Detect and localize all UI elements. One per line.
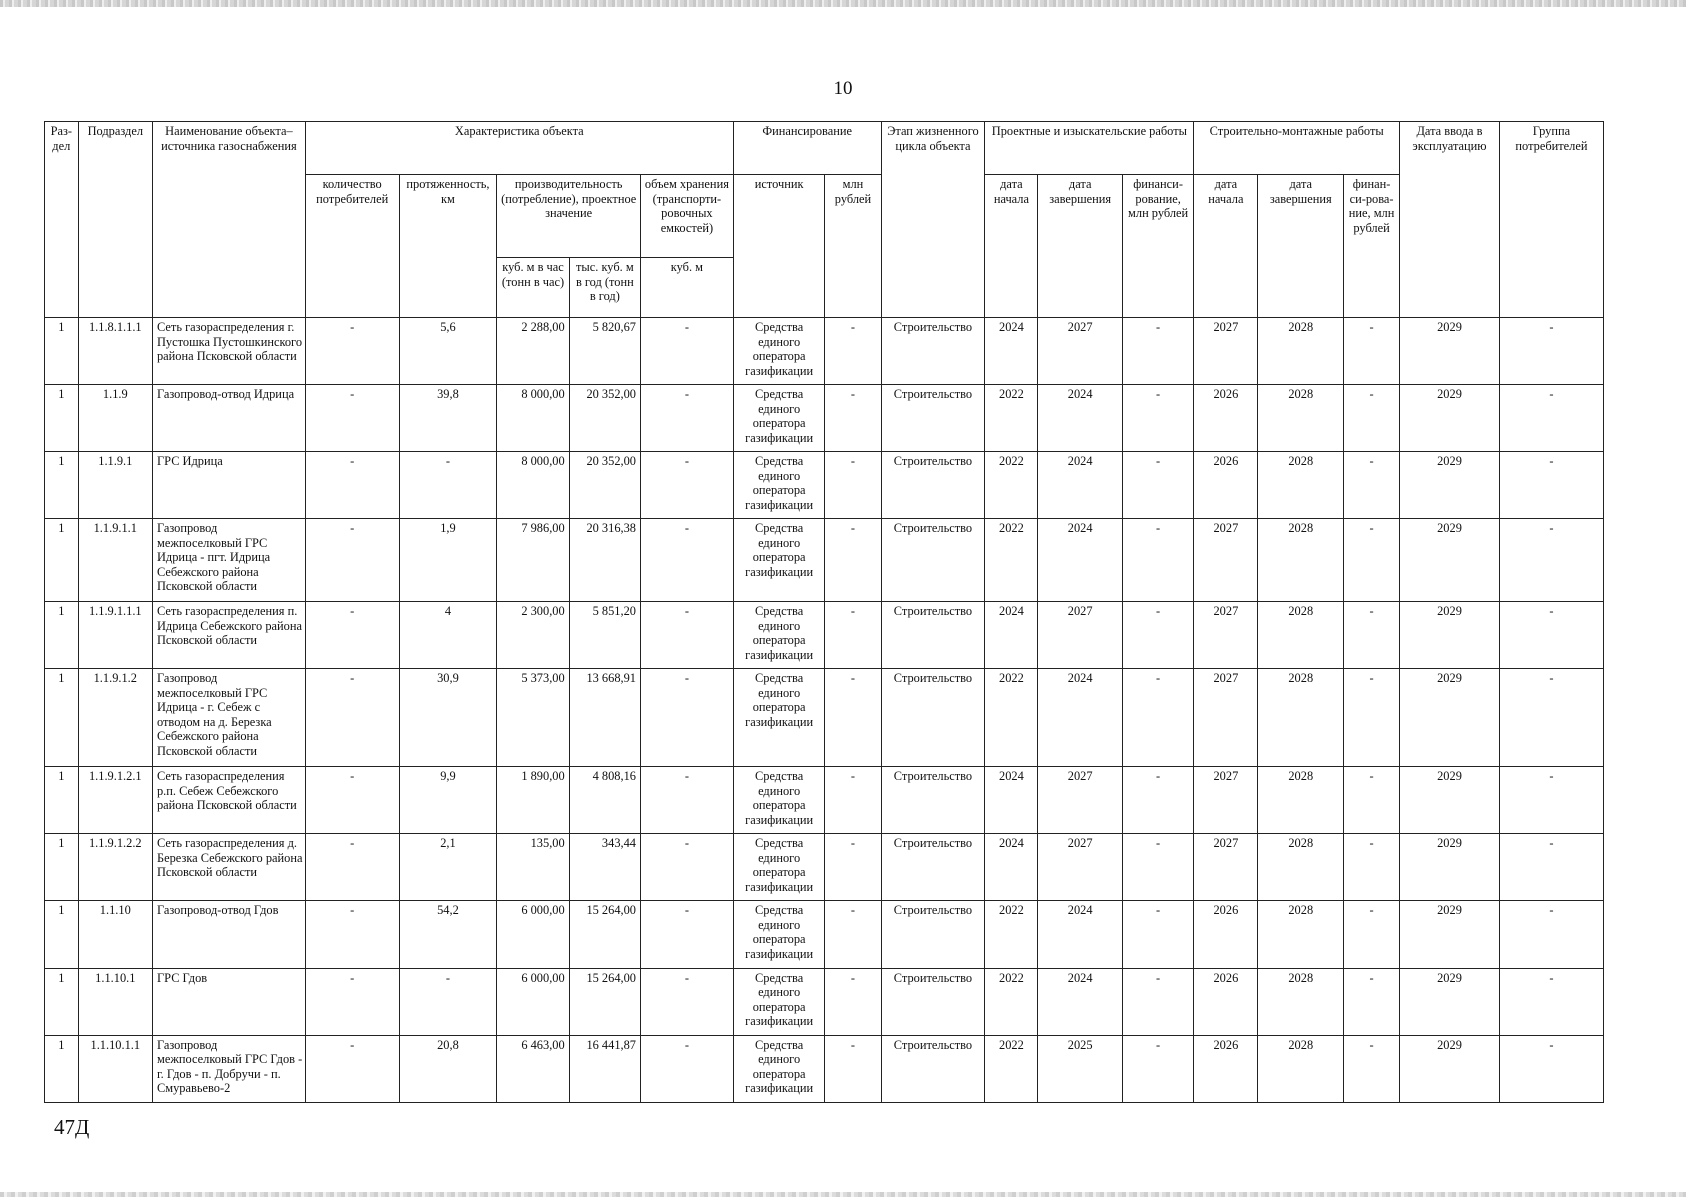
cell-length: 39,8 [399, 385, 497, 452]
page-number: 10 [833, 78, 853, 99]
header-consumers: количество потребителей [305, 175, 399, 318]
cell-storage: - [641, 385, 734, 452]
cell-object-name: Газопровод-отвод Идрица [152, 385, 305, 452]
cell-financing: - [825, 318, 881, 385]
cell-design-end: 2027 [1038, 834, 1123, 901]
cell-financing: - [825, 602, 881, 669]
cell-capacity-year: 16 441,87 [569, 1035, 640, 1102]
cell-podrazdel: 1.1.9.1.1.1 [78, 602, 152, 669]
header-length: протяженность, км [399, 175, 497, 318]
cell-commission-date: 2029 [1400, 901, 1500, 968]
table-row [45, 452, 1604, 519]
cell-object-name: Сеть газораспределения г. Пустошка Пустошкинского района Псковской области [152, 318, 305, 385]
cell-commission-date: 2029 [1400, 519, 1500, 602]
cell-design-start: 2024 [985, 767, 1038, 834]
cell-construction-start: 2027 [1194, 602, 1258, 669]
cell-design-end: 2024 [1038, 519, 1123, 602]
cell-construction-end: 2028 [1258, 1035, 1344, 1102]
cell-construction-financing: - [1344, 385, 1400, 452]
cell-construction-start: 2026 [1194, 385, 1258, 452]
cell-consumer-group: - [1499, 834, 1603, 901]
cell-consumers: - [305, 519, 399, 602]
cell-design-financing: - [1122, 834, 1193, 901]
header-construction-works: Строительно-монтажные работы [1194, 122, 1400, 175]
cell-consumer-group: - [1499, 318, 1603, 385]
cell-source: Средства единого оператора газификации [733, 452, 825, 519]
header-characteristic: Характеристика объекта [305, 122, 733, 175]
cell-design-financing: - [1122, 318, 1193, 385]
cell-consumers: - [305, 602, 399, 669]
cell-source: Средства единого оператора газификации [733, 968, 825, 1035]
cell-design-start: 2022 [985, 1035, 1038, 1102]
table-row [45, 318, 1604, 385]
cell-length: 1,9 [399, 519, 497, 602]
cell-construction-start: 2027 [1194, 318, 1258, 385]
cell-storage: - [641, 669, 734, 767]
cell-design-end: 2024 [1038, 901, 1123, 968]
cell-design-start: 2022 [985, 901, 1038, 968]
cell-length: 2,1 [399, 834, 497, 901]
cell-construction-end: 2028 [1258, 385, 1344, 452]
cell-financing: - [825, 385, 881, 452]
cell-construction-end: 2028 [1258, 318, 1344, 385]
cell-stage: Строительство [881, 385, 985, 452]
cell-stage: Строительство [881, 767, 985, 834]
cell-consumer-group: - [1499, 669, 1603, 767]
cell-capacity-hour: 6 463,00 [497, 1035, 569, 1102]
gas-objects-table [44, 121, 1604, 1103]
cell-source: Средства единого оператора газификации [733, 1035, 825, 1102]
header-design-end: дата завершения [1038, 175, 1123, 318]
table-row [45, 834, 1604, 901]
cell-podrazdel: 1.1.10.1.1 [78, 1035, 152, 1102]
cell-capacity-hour: 6 000,00 [497, 968, 569, 1035]
cell-construction-end: 2028 [1258, 834, 1344, 901]
cell-razdel: 1 [45, 669, 79, 767]
cell-consumer-group: - [1499, 901, 1603, 968]
cell-construction-financing: - [1344, 834, 1400, 901]
cell-design-end: 2024 [1038, 385, 1123, 452]
cell-storage: - [641, 968, 734, 1035]
cell-razdel: 1 [45, 385, 79, 452]
header-capacity-year: тыс. куб. м в год (тонн в год) [569, 258, 640, 318]
cell-source: Средства единого оператора газификации [733, 602, 825, 669]
cell-consumer-group: - [1499, 602, 1603, 669]
cell-construction-financing: - [1344, 602, 1400, 669]
cell-construction-end: 2028 [1258, 901, 1344, 968]
cell-length: 30,9 [399, 669, 497, 767]
cell-storage: - [641, 452, 734, 519]
cell-object-name: ГРС Гдов [152, 968, 305, 1035]
cell-design-financing: - [1122, 968, 1193, 1035]
cell-financing: - [825, 767, 881, 834]
cell-design-financing: - [1122, 901, 1193, 968]
table-row [45, 901, 1604, 968]
cell-design-financing: - [1122, 1035, 1193, 1102]
table-row [45, 767, 1604, 834]
cell-capacity-year: 20 352,00 [569, 452, 640, 519]
cell-source: Средства единого оператора газификации [733, 901, 825, 968]
cell-design-financing: - [1122, 519, 1193, 602]
cell-capacity-hour: 6 000,00 [497, 901, 569, 968]
cell-object-name: Сеть газораспределения д. Березка Себежского района Псковской области [152, 834, 305, 901]
cell-capacity-year: 5 851,20 [569, 602, 640, 669]
table-row [45, 519, 1604, 602]
cell-design-start: 2022 [985, 968, 1038, 1035]
cell-design-end: 2027 [1038, 602, 1123, 669]
cell-podrazdel: 1.1.9.1.2 [78, 669, 152, 767]
cell-source: Средства единого оператора газификации [733, 519, 825, 602]
cell-construction-financing: - [1344, 519, 1400, 602]
header-commission-date: Дата ввода в эксплуатацию [1400, 122, 1500, 318]
cell-construction-end: 2028 [1258, 452, 1344, 519]
header-object-name: Наименование объекта–источника газоснабжения [152, 122, 305, 318]
cell-commission-date: 2029 [1400, 834, 1500, 901]
cell-razdel: 1 [45, 602, 79, 669]
cell-source: Средства единого оператора газификации [733, 385, 825, 452]
cell-capacity-hour: 7 986,00 [497, 519, 569, 602]
cell-consumers: - [305, 767, 399, 834]
cell-podrazdel: 1.1.9.1 [78, 452, 152, 519]
cell-design-end: 2027 [1038, 318, 1123, 385]
cell-commission-date: 2029 [1400, 669, 1500, 767]
header-stage: Этап жизненного цикла объекта [881, 122, 985, 318]
cell-design-financing: - [1122, 669, 1193, 767]
header-razdel: Раз-дел [45, 122, 79, 318]
table-body [45, 318, 1604, 1103]
cell-capacity-year: 20 316,38 [569, 519, 640, 602]
cell-consumers: - [305, 968, 399, 1035]
cell-capacity-year: 13 668,91 [569, 669, 640, 767]
cell-design-start: 2022 [985, 669, 1038, 767]
cell-construction-financing: - [1344, 669, 1400, 767]
table-row [45, 385, 1604, 452]
cell-length: - [399, 968, 497, 1035]
cell-stage: Строительство [881, 1035, 985, 1102]
header-capacity: производительность (потребление), проектное значение [497, 175, 641, 258]
cell-capacity-hour: 2 300,00 [497, 602, 569, 669]
cell-stage: Строительство [881, 834, 985, 901]
cell-design-end: 2024 [1038, 452, 1123, 519]
header-design-financing: финанси-рование, млн рублей [1122, 175, 1193, 318]
cell-razdel: 1 [45, 452, 79, 519]
cell-capacity-hour: 8 000,00 [497, 385, 569, 452]
cell-construction-financing: - [1344, 452, 1400, 519]
cell-consumers: - [305, 834, 399, 901]
cell-storage: - [641, 602, 734, 669]
cell-construction-financing: - [1344, 767, 1400, 834]
cell-commission-date: 2029 [1400, 452, 1500, 519]
cell-design-start: 2024 [985, 318, 1038, 385]
cell-length: 4 [399, 602, 497, 669]
cell-storage: - [641, 519, 734, 602]
cell-design-financing: - [1122, 767, 1193, 834]
cell-razdel: 1 [45, 968, 79, 1035]
cell-length: 9,9 [399, 767, 497, 834]
cell-construction-end: 2028 [1258, 968, 1344, 1035]
cell-consumer-group: - [1499, 519, 1603, 602]
cell-construction-start: 2026 [1194, 901, 1258, 968]
cell-financing: - [825, 452, 881, 519]
header-construction-financing: финан-си-рова-ние, млн рублей [1344, 175, 1400, 318]
cell-construction-financing: - [1344, 1035, 1400, 1102]
cell-consumer-group: - [1499, 385, 1603, 452]
cell-financing: - [825, 669, 881, 767]
cell-design-start: 2024 [985, 602, 1038, 669]
cell-financing: - [825, 968, 881, 1035]
cell-stage: Строительство [881, 968, 985, 1035]
cell-capacity-year: 5 820,67 [569, 318, 640, 385]
header-storage-unit: куб. м [641, 258, 734, 318]
cell-storage: - [641, 1035, 734, 1102]
cell-design-financing: - [1122, 385, 1193, 452]
cell-construction-start: 2027 [1194, 519, 1258, 602]
cell-commission-date: 2029 [1400, 767, 1500, 834]
cell-razdel: 1 [45, 519, 79, 602]
cell-consumer-group: - [1499, 968, 1603, 1035]
cell-design-start: 2024 [985, 834, 1038, 901]
table-row [45, 669, 1604, 767]
cell-commission-date: 2029 [1400, 385, 1500, 452]
cell-razdel: 1 [45, 318, 79, 385]
table-row [45, 602, 1604, 669]
cell-consumers: - [305, 1035, 399, 1102]
cell-capacity-year: 20 352,00 [569, 385, 640, 452]
cell-capacity-hour: 8 000,00 [497, 452, 569, 519]
scan-edge-bottom [0, 1192, 1686, 1197]
cell-consumers: - [305, 385, 399, 452]
cell-source: Средства единого оператора газификации [733, 834, 825, 901]
cell-razdel: 1 [45, 834, 79, 901]
cell-financing: - [825, 834, 881, 901]
cell-commission-date: 2029 [1400, 968, 1500, 1035]
cell-object-name: ГРС Идрица [152, 452, 305, 519]
cell-capacity-year: 343,44 [569, 834, 640, 901]
cell-design-end: 2027 [1038, 767, 1123, 834]
cell-design-start: 2022 [985, 385, 1038, 452]
cell-length: 20,8 [399, 1035, 497, 1102]
cell-commission-date: 2029 [1400, 602, 1500, 669]
cell-storage: - [641, 834, 734, 901]
cell-object-name: Сеть газораспределения п. Идрица Себежского района Псковской области [152, 602, 305, 669]
cell-construction-start: 2027 [1194, 834, 1258, 901]
header-mln-rub: млн рублей [825, 175, 881, 318]
scan-edge-top [0, 0, 1686, 7]
cell-construction-start: 2026 [1194, 968, 1258, 1035]
cell-construction-end: 2028 [1258, 767, 1344, 834]
cell-design-start: 2022 [985, 452, 1038, 519]
cell-podrazdel: 1.1.9.1.1 [78, 519, 152, 602]
cell-design-end: 2024 [1038, 669, 1123, 767]
cell-consumers: - [305, 669, 399, 767]
cell-length: - [399, 452, 497, 519]
cell-construction-end: 2028 [1258, 519, 1344, 602]
header-financing: Финансирование [733, 122, 881, 175]
cell-capacity-year: 15 264,00 [569, 901, 640, 968]
cell-source: Средства единого оператора газификации [733, 767, 825, 834]
cell-design-start: 2022 [985, 519, 1038, 602]
cell-storage: - [641, 318, 734, 385]
cell-stage: Строительство [881, 901, 985, 968]
header-design-start: дата начала [985, 175, 1038, 318]
header-row-1 [45, 122, 1604, 175]
header-source: источник [733, 175, 825, 318]
header-design-works: Проектные и изыскательские работы [985, 122, 1194, 175]
cell-construction-start: 2027 [1194, 767, 1258, 834]
cell-capacity-year: 15 264,00 [569, 968, 640, 1035]
cell-capacity-hour: 1 890,00 [497, 767, 569, 834]
cell-capacity-hour: 2 288,00 [497, 318, 569, 385]
cell-construction-start: 2027 [1194, 669, 1258, 767]
cell-stage: Строительство [881, 669, 985, 767]
cell-construction-start: 2026 [1194, 1035, 1258, 1102]
cell-stage: Строительство [881, 452, 985, 519]
table-row [45, 1035, 1604, 1102]
cell-storage: - [641, 901, 734, 968]
cell-capacity-year: 4 808,16 [569, 767, 640, 834]
cell-object-name: Газопровод межпоселковый ГРС Идрица - г. Себеж с отводом на д. Березка Себежского района Псковской области [152, 669, 305, 767]
header-podrazdel: Подраздел [78, 122, 152, 318]
header-construction-end: дата завершения [1258, 175, 1344, 318]
cell-object-name: Сеть газораспределения р.п. Себеж Себежского района Псковской области [152, 767, 305, 834]
cell-financing: - [825, 1035, 881, 1102]
cell-construction-end: 2028 [1258, 602, 1344, 669]
cell-consumer-group: - [1499, 767, 1603, 834]
cell-construction-financing: - [1344, 968, 1400, 1035]
cell-object-name: Газопровод межпоселковый ГРС Идрица - пгт. Идрица Себежского района Псковской области [152, 519, 305, 602]
cell-razdel: 1 [45, 767, 79, 834]
cell-design-end: 2025 [1038, 1035, 1123, 1102]
cell-consumers: - [305, 318, 399, 385]
cell-stage: Строительство [881, 318, 985, 385]
cell-construction-start: 2026 [1194, 452, 1258, 519]
cell-consumers: - [305, 452, 399, 519]
header-capacity-hour: куб. м в час (тонн в час) [497, 258, 569, 318]
cell-construction-end: 2028 [1258, 669, 1344, 767]
header-construction-start: дата начала [1194, 175, 1258, 318]
cell-object-name: Газопровод межпоселковый ГРС Гдов - г. Гдов - п. Добручи - п. Смуравьево-2 [152, 1035, 305, 1102]
cell-storage: - [641, 767, 734, 834]
cell-source: Средства единого оператора газификации [733, 669, 825, 767]
cell-consumers: - [305, 901, 399, 968]
cell-length: 5,6 [399, 318, 497, 385]
cell-construction-financing: - [1344, 318, 1400, 385]
cell-commission-date: 2029 [1400, 318, 1500, 385]
cell-commission-date: 2029 [1400, 1035, 1500, 1102]
cell-podrazdel: 1.1.9.1.2.2 [78, 834, 152, 901]
cell-financing: - [825, 519, 881, 602]
cell-object-name: Газопровод-отвод Гдов [152, 901, 305, 968]
header-consumer-group: Группа потребителей [1499, 122, 1603, 318]
cell-podrazdel: 1.1.9 [78, 385, 152, 452]
cell-podrazdel: 1.1.9.1.2.1 [78, 767, 152, 834]
cell-design-end: 2024 [1038, 968, 1123, 1035]
cell-podrazdel: 1.1.10 [78, 901, 152, 968]
cell-podrazdel: 1.1.8.1.1.1 [78, 318, 152, 385]
cell-consumer-group: - [1499, 1035, 1603, 1102]
cell-stage: Строительство [881, 519, 985, 602]
cell-capacity-hour: 5 373,00 [497, 669, 569, 767]
cell-podrazdel: 1.1.10.1 [78, 968, 152, 1035]
table-row [45, 968, 1604, 1035]
footer-document-code: 47Д [54, 1115, 90, 1139]
cell-design-financing: - [1122, 602, 1193, 669]
cell-razdel: 1 [45, 901, 79, 968]
cell-construction-financing: - [1344, 901, 1400, 968]
cell-capacity-hour: 135,00 [497, 834, 569, 901]
cell-financing: - [825, 901, 881, 968]
cell-consumer-group: - [1499, 452, 1603, 519]
cell-length: 54,2 [399, 901, 497, 968]
cell-design-financing: - [1122, 452, 1193, 519]
header-storage: объем хранения (транспорти-ровочных емкостей) [641, 175, 734, 258]
cell-source: Средства единого оператора газификации [733, 318, 825, 385]
cell-stage: Строительство [881, 602, 985, 669]
cell-razdel: 1 [45, 1035, 79, 1102]
